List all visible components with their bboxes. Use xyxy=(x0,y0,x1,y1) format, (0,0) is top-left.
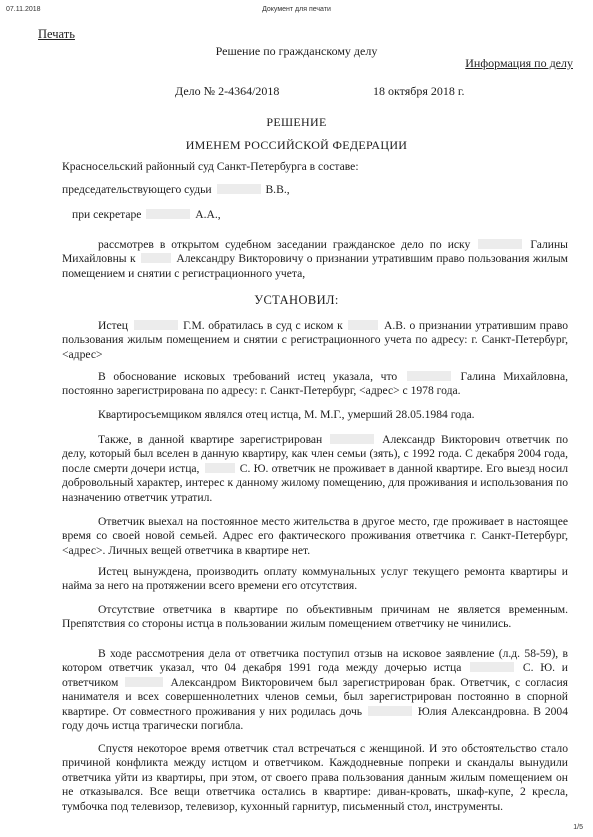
p8-text-b: С. Ю. и ответчиком xyxy=(62,661,568,689)
print-date: 07.11.2018 xyxy=(6,6,41,13)
redacted-name xyxy=(125,677,163,687)
presiding-judge-line xyxy=(62,183,290,196)
intro-text-3: Александру Викторовичу о признании утратившим право пользования жилым помещением и снятии с регистрационного учета, xyxy=(62,252,568,280)
secretary-prefix: при секретаре xyxy=(72,208,142,221)
paragraph-conflict: Спустя некоторое время ответчик стал встречаться с женщиной. И это обстоятельство стало причиной конфликта между истцом и ответчиком. Каждодневные попреки и скандалы вынудили ответчика уйти из квартиры, при этом, от своего права пользования данным жилым помещением он не отказывался. Все вещи ответчика остались в квартире: диван-кровать, шкаф-купе, 2 кресла, тумбочка под телевизор, телевизор, кухонный гарнитур, письменный стол, инструменты. xyxy=(62,742,568,813)
print-link[interactable]: Печать xyxy=(38,27,75,41)
p4-text-b: Александр Викторович ответчик по делу, который был вселен в данную квартиру, как член семьи (зять), с 1992 года. С декабря 2004 года, после смерти дочери истца, xyxy=(62,433,569,475)
p4-text-a: Также, в данной квартире зарегистрирован xyxy=(98,433,323,446)
p8-text-d: Юлия Александровна. В 2004 году дочь истца трагически погибла. xyxy=(62,704,569,733)
p2-text-a: В обоснование исковых требований истец указала, что xyxy=(98,370,398,383)
redacted-name xyxy=(348,320,378,330)
paragraph-grounds xyxy=(62,370,568,399)
redacted-name xyxy=(478,239,522,249)
page-number: 1/5 xyxy=(573,824,583,831)
redacted-name xyxy=(368,706,412,716)
p1-text-c: А.В. о признании утратившим право пользования жилым помещением и снятии с регистрационного учета по адресу: г. Санкт-Петербург, <адрес> xyxy=(62,319,569,361)
paragraph-registration xyxy=(62,433,568,505)
paragraph-claim xyxy=(62,319,568,362)
print-header-title: Документ для печати xyxy=(262,6,331,13)
case-date: 18 октября 2018 г. xyxy=(373,84,465,98)
intro-text-2: Галины Михайловны к xyxy=(62,238,568,266)
redacted-name xyxy=(217,184,261,194)
case-info-link[interactable]: Информация по делу xyxy=(465,56,573,70)
redacted-name xyxy=(141,253,171,263)
redacted-name xyxy=(146,209,190,219)
presiding-suffix: В.В., xyxy=(265,183,290,196)
paragraph-response xyxy=(62,647,568,733)
paragraph-tenant: Квартиросъемщиком являлся отец истца, М. М.Г., умерший 28.05.1984 года. xyxy=(98,408,475,421)
case-number: Дело № 2-4364/2018 xyxy=(175,84,280,98)
presiding-prefix: председательствующего судьи xyxy=(62,183,212,196)
secretary-suffix: А.А., xyxy=(195,208,221,221)
court-composition: Красносельский районный суд Санкт-Петербурга в составе: xyxy=(62,160,359,173)
p1-text-b: Г.М. обратилась в суд с иском к xyxy=(183,319,343,332)
p1-text-a: Истец xyxy=(98,319,128,332)
secretary-line xyxy=(72,208,221,221)
p8-text-a: В ходе рассмотрения дела от ответчика поступил отзыв на исковое заявление (л.д. 58-59), в котором ответчик указал, что 04 декабря 1991 года между дочерью истца xyxy=(62,647,568,675)
p8-text-c: Александром Викторовичем был зарегистрирован брак. Ответчик, с согласия нанимателя и всех совершеннолетних членов семьи, был зарегистрирован постоянно в спорной квартире. От совместного проживания у них родилась дочь xyxy=(62,675,568,718)
established-heading: УСТАНОВИЛ: xyxy=(254,293,339,307)
decision-heading: РЕШЕНИЕ xyxy=(266,115,327,129)
redacted-name xyxy=(407,371,451,381)
paragraph-payments: Истец вынуждена, производить оплату коммунальных услуг текущего ремонта квартиры и найма за него на протяжении всего времени его отсутствия. xyxy=(62,565,568,593)
paragraph-absence: Отсутствие ответчика в квартире по объективным причинам не является временным. Препятствия со стороны истца в пользовании жилым помещением ответчику не чинились. xyxy=(62,603,568,631)
redacted-name xyxy=(330,434,374,444)
intro-text-1: рассмотрев в открытом судебном заседании гражданское дело по иску xyxy=(98,238,471,251)
p2-text-b: Галина Михайловна, постоянно зарегистрирована по адресу: г. Санкт-Петербург, <адрес> с 1978 года. xyxy=(62,370,569,398)
name-of-federation-heading: ИМЕНЕМ РОССИЙСКОЙ ФЕДЕРАЦИИ xyxy=(185,138,408,152)
intro-paragraph xyxy=(62,238,568,281)
paragraph-residence: Ответчик выехал на постоянное место жительства в другое место, где проживает в настоящее время со своей новой семьей. Адрес его фактического проживания ответчика г. Санкт-Петербург, <адрес>. Личных вещей ответчика в квартире нет. xyxy=(62,515,568,557)
p4-text-c: С. Ю. ответчик не проживает в данной квартире. Его выезд носил добровольный характер, интерес к данному жилому помещению, для проживания и использования по назначению ответчик утратил. xyxy=(62,461,569,504)
document-title: Решение по гражданскому делу xyxy=(215,44,378,58)
redacted-name xyxy=(134,320,178,330)
redacted-name xyxy=(470,662,514,672)
redacted-name xyxy=(205,463,235,473)
